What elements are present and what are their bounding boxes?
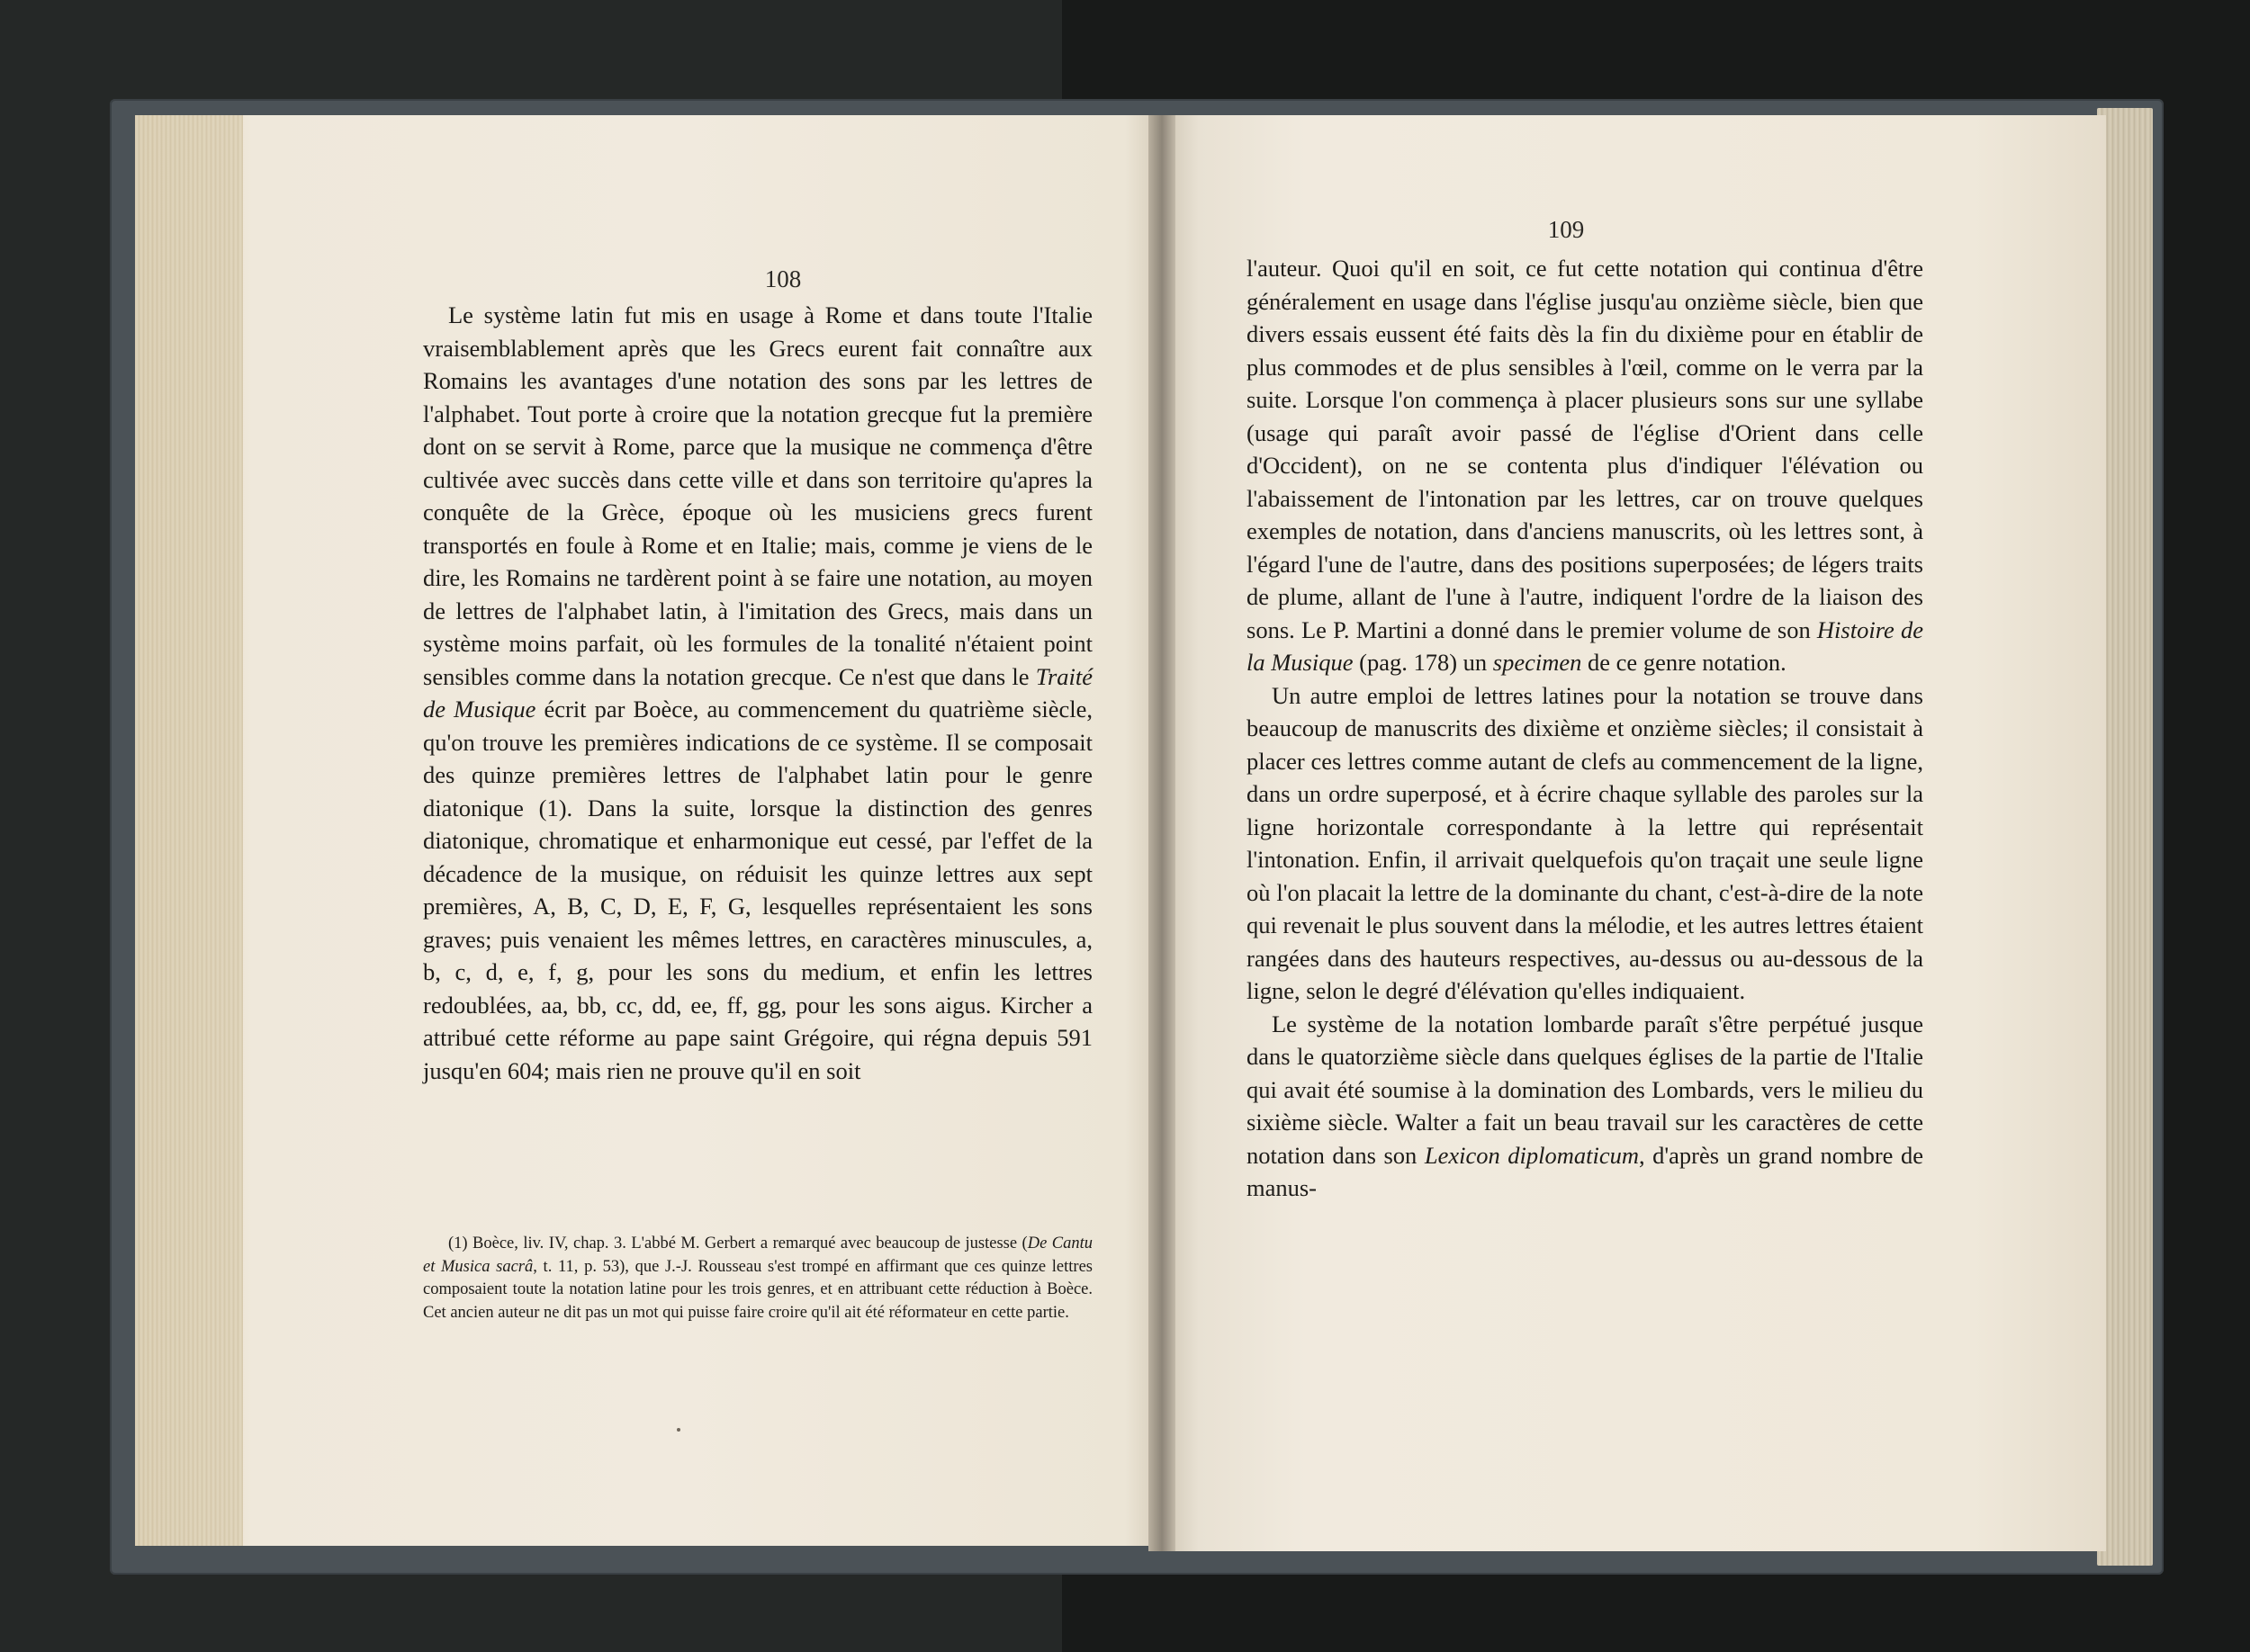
left-page-number: 108 [764,265,802,292]
page-edges-left [135,115,243,1546]
right-p1-end: de ce genre notation. [1588,649,1786,676]
right-paragraph-3 [1246,1008,1923,1205]
right-paragraph-2: Un autre emploi de lettres latines pour la notation se trouve dans beaucoup de manuscrits des dixième et onzième siècles; il consistait à placer ces lettres comme autant de clefs au commencement de la ligne, dans un ordre superposé, et à écrire chaque syllable des paroles sur la ligne horizontale correspondante à la lettre qui représentait l'intonation. Enfin, il arrivait quelquefois qu'on traçait une seule ligne où l'on placait la lettre de la dominante du chant, c'est-à-dire de la note qui revenait le plus souvent dans la mélodie, et les autres lettres étaient rangées dans des hauteurs respectives, au-dessus ou au-dessous de la ligne, selon le degré d'élévation qu'elles indiquaient. [1246,681,1923,1004]
right-p3-text: Le système de la notation lombarde paraît s'être perpétué jusque dans le quatorzième siècle dans quelques églises de la partie de l'Italie qui avait été soumise à la domination des Lombards, vers le milieu du sixième siècle. Walter a fait un beau travail sur les caractères de cette notation dans son [1246,1010,1923,1169]
right-page-body [1246,252,1923,1205]
right-paragraph-1 [1246,252,1923,679]
left-p1-text-cont: écrit par Boèce, au commencement du quatrième siècle, qu'on trouve les premières indications de ce système. Il se composait des quinze premières lettres de l'alphabet latin pour le genre diatonique (1). Dans la suite, lorsque la distinction des genres diatonique, chromatique et enharmonique eut cessé, par l'effet de la décadence de la musique, on réduisit les quinze lettres aux sept premières, A, B, C, D, E, F, G, lesquelles représentaient les sons graves; puis venaient les mêmes lettres, en caractères minuscules, a, b, c, d, e, f, g, pour les sons du medium, et enfin les lettres redoublées, aa, bb, cc, dd, ee, ff, gg, pour les sons aigus. Kircher a attribué cette réforme au pape saint Grégoire, qui régna depuis 591 jusqu'en 604; mais rien ne prouve qu'il en soit [423,696,1094,1084]
right-p1-italic-title: Histoire de la Musique [1246,615,1923,676]
right-p1-mid: (pag. 178) un [1359,649,1488,676]
book-gutter [1148,115,1175,1551]
right-p1-italic-specimen: specimen [1492,649,1582,676]
footnote-italic-title: De Cantu et Musica sacrâ [423,1235,1093,1276]
footnote-paragraph [423,1233,1093,1324]
left-p1-text: Le système latin fut mis en usage à Rome et dans toute l'Italie vraisemblablement après que les Grecs eurent fait connaître aux Romains les avantages d'une notation des sons par les lettres de l'alphabet. Tout porte à croire que la notation grecque fut la première dont on se servit à Rome, parce que la musique ne commença d'être cultivée avec succès dans cette ville et dans son territoire qu'apres la conquête de la Grèce, époque où les musiciens grecs furent transportés en foule à Rome et en Italie; mais, comme je viens de le dire, les Romains ne tardèrent point à se faire une notation, au moyen de lettres de l'alphabet latin, à l'imitation des Grecs, mais dans un système moins parfait, où les formules de la tonalité n'étaient point sensibles comme dans la notation grecque. Ce n'est que dans le [423,301,1093,690]
footnote-text-start: (1) Boèce, liv. IV, chap. 3. L'abbé M. Gerbert a remarqué avec beaucoup de justesse ( [448,1235,1028,1252]
right-p3-italic-title: Lexicon diplomaticum [1424,1141,1639,1169]
right-p3-end: , d'après un grand nombre de manus- [1246,1141,1923,1201]
right-p1-text: l'auteur. Quoi qu'il en soit, ce fut cette notation qui continua d'être généralement en usage dans l'église jusqu'au onzième siècle, bien que divers essais eussent été faits dès la fin du dixième pour en établir de plus commodes et de plus sensibles à l'œil, comme on le verra par la suite. Lorsque l'on commença à placer plusieurs sons sur une syllabe (usage qui paraît avoir passé de l'église d'Orient dans celle d'Occident), on ne se contenta plus d'indiquer l'élévation ou l'abaissement de l'intonation par les lettres, car on trouve quelques exemples de notation, dans d'anciens manuscrits, où les lettres sont, à l'égard l'une de l'autre, dans des positions superposées; de légers traits de plume, allant de l'une à l'autre, indiquent l'ordre de la liaison des sons. Le P. Martini a donné dans le premier volume de son [1246,255,1923,643]
left-paragraph [423,299,1093,1087]
left-p1-italic-title: Traité de Musique [423,662,1094,723]
speck-mark [677,1428,680,1432]
left-page-body [423,299,1093,1087]
footnote-text-end: , t. 11, p. 53), que J.-J. Rousseau s'est trompé en affirmant que ces quinze lettres composaient toute la notation latine pour les trois genres, et en attribuant cette réduction à Boèce. Cet ancien auteur ne dit pas un mot qui puisse faire croire qu'il ait été réformateur en cette partie. [423,1257,1093,1322]
left-footnote [423,1233,1093,1324]
right-page-number: 109 [1547,216,1585,243]
